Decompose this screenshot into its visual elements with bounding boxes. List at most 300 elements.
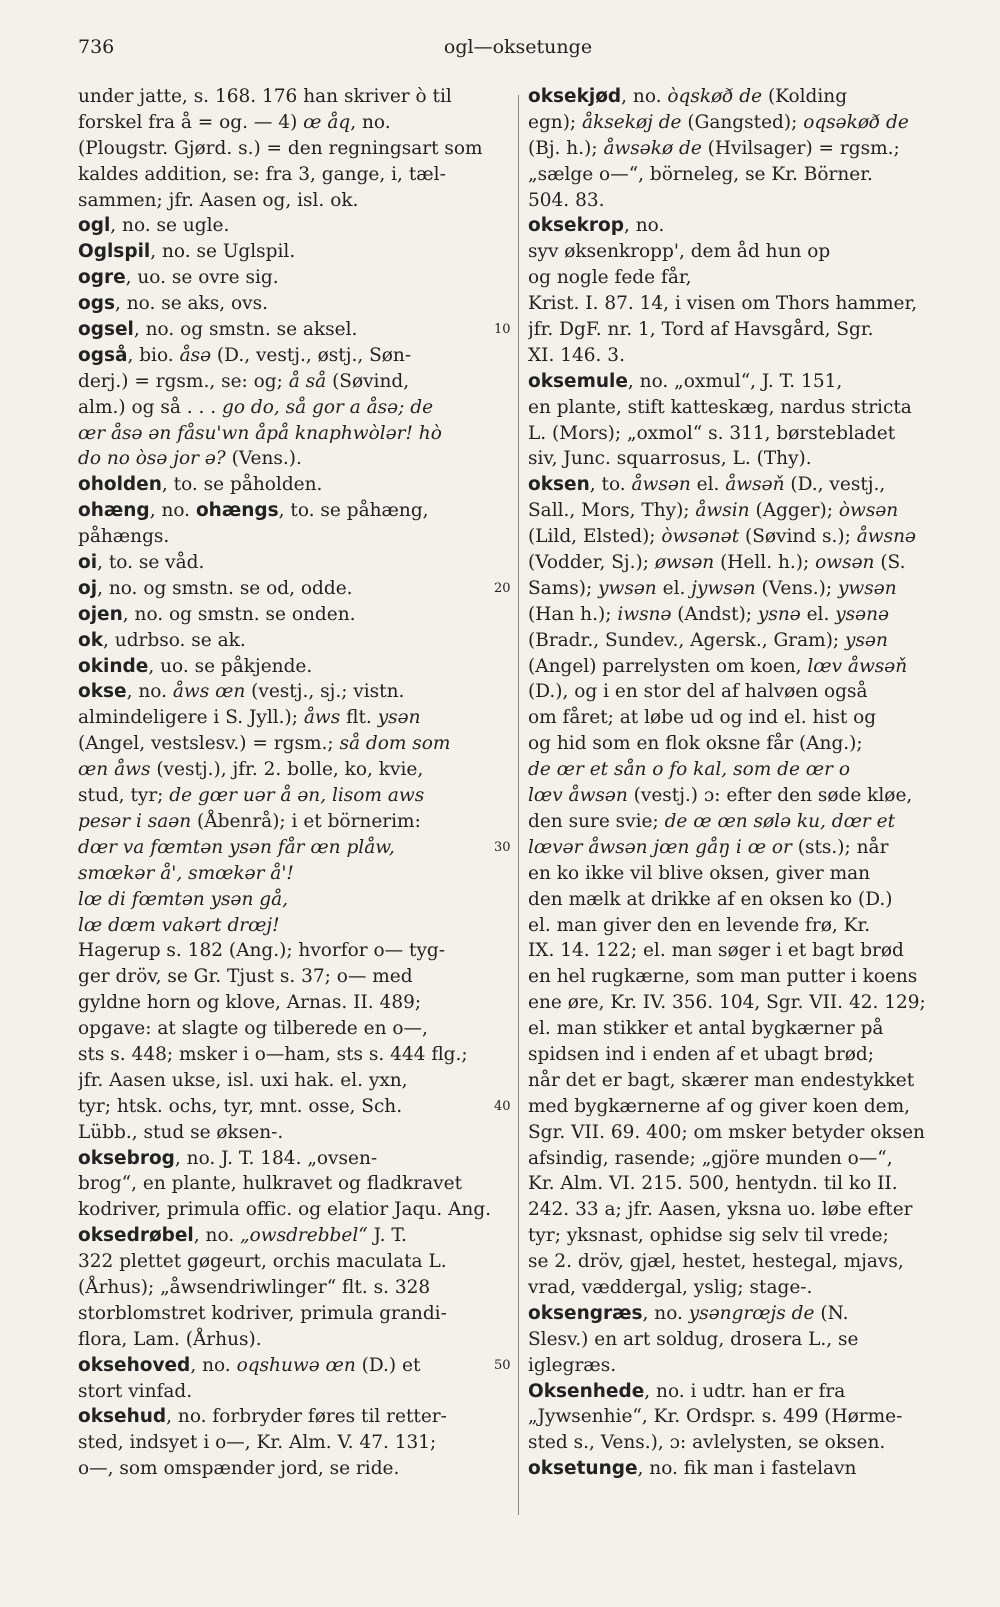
text-line <box>528 887 958 913</box>
text-line <box>78 369 508 395</box>
headword: oksetunge <box>528 1458 638 1480</box>
text-segment: syv øksenkropp', dem åd hun op <box>528 241 831 263</box>
text-segment: (Gangsted); <box>681 111 804 133</box>
text-segment: vrad, væddergal, yslig; stage-. <box>528 1276 813 1298</box>
text-segment: , uo. se ovre sig. <box>125 267 279 289</box>
text-segment: (Vens.); <box>755 577 838 599</box>
text-line <box>528 1327 958 1353</box>
text-line <box>78 1146 508 1172</box>
headword: oksengræs <box>528 1302 643 1324</box>
headword: ok <box>78 629 104 651</box>
text-line <box>78 757 508 783</box>
text-segment: (D.), og i en stor del af halvøen også <box>528 681 868 703</box>
dialect-form: œr åsə ən fåsu'wn åpå knaphwòlər! hò <box>78 422 442 444</box>
text-line <box>528 1353 958 1379</box>
text-line <box>528 757 958 783</box>
text-segment: Slesv.) en art soldug, drosera L., se <box>528 1328 859 1350</box>
text-line <box>78 705 508 731</box>
text-segment: (D.) et <box>355 1354 421 1376</box>
text-segment: (sts.); når <box>791 836 889 858</box>
text-line <box>78 162 508 188</box>
text-segment: almindeligere i S. Jyll.); <box>78 707 304 729</box>
dialect-form: lœvər åwsən jœn gåŋ i œ or <box>528 836 792 858</box>
text-line <box>528 188 958 214</box>
text-segment: stud, tyr; <box>78 785 170 807</box>
text-segment: , to. <box>589 474 632 496</box>
column-divider <box>518 95 519 1515</box>
page-number: 736 <box>78 36 115 58</box>
text-segment: den sure svie; <box>528 810 665 832</box>
text-line <box>528 265 958 291</box>
text-line <box>78 1042 508 1068</box>
margin-line-number: 30 <box>494 840 511 856</box>
text-segment: (Plougstr. Gjørd. s.) = den regningsart som <box>78 137 483 159</box>
text-segment: (Bj. h.); <box>528 137 604 159</box>
text-segment: 242. 33 a; jfr. Aasen, yksna uo. løbe efter <box>528 1199 913 1221</box>
text-segment: (Agger); <box>749 500 839 522</box>
text-segment: (Åbenrå); i et börnerim: <box>191 810 421 832</box>
headword: oksen <box>528 474 590 496</box>
text-segment: jfr. DgF. nr. 1, Tord af Havsgård, Sgr. <box>528 319 874 341</box>
text-segment: , udrbso. se ak. <box>103 629 246 651</box>
text-segment: , no. „oxmul“, J. T. 151, <box>627 370 843 392</box>
text-line <box>78 265 508 291</box>
text-segment: o—, som omspænder jord, se ride. <box>78 1458 400 1480</box>
headword: oksehud <box>78 1406 167 1428</box>
headword: oholden <box>78 474 162 496</box>
text-segment: (Bradr., Sundev., Agersk., Gram); <box>528 629 846 651</box>
headword: ogsel <box>78 319 134 341</box>
text-line <box>528 1146 958 1172</box>
text-line <box>528 861 958 887</box>
text-line <box>78 861 508 887</box>
text-line <box>528 84 958 110</box>
dialect-form: åws œn <box>172 681 246 703</box>
text-line <box>78 576 508 602</box>
dialect-form: de œ œn sølə ku, dœr et <box>664 810 896 832</box>
text-line <box>78 783 508 809</box>
text-segment: , no. <box>190 1354 237 1376</box>
dialect-form: dœr va fœmtən ysən får œn plåw, <box>78 836 395 858</box>
text-line <box>78 602 508 628</box>
text-segment: , no. fik man i fastelavn <box>637 1458 857 1480</box>
dialect-form: lœv åwsəň <box>807 655 908 677</box>
dialect-form: òwsənət <box>661 526 740 548</box>
text-segment: el. <box>656 577 692 599</box>
text-segment: sted s., Vens.), ɔ: avlelysten, se oksen. <box>528 1432 886 1454</box>
text-segment: påhængs. <box>78 526 170 548</box>
dialect-form: ysən <box>377 707 421 729</box>
text-line <box>528 1042 958 1068</box>
text-segment: , no. og smstn. se od, odde. <box>97 577 353 599</box>
text-segment: (S. <box>874 552 906 574</box>
text-segment: se 2. dröv, gjæl, hestet, hestegal, mjavs, <box>528 1251 904 1273</box>
text-line <box>78 1353 508 1379</box>
text-line <box>78 1197 508 1223</box>
text-line <box>78 395 508 421</box>
text-line <box>528 576 958 602</box>
text-segment: flt. <box>340 707 378 729</box>
text-line <box>528 421 958 447</box>
text-segment: sammen; jfr. Aasen og, isl. ok. <box>78 189 359 211</box>
dialect-form: ywsən <box>837 577 897 599</box>
text-segment: , no. se aks, ovs. <box>114 293 269 315</box>
text-segment: sted, indsyet i o—, Kr. Alm. V. 47. 131; <box>78 1432 437 1454</box>
text-line <box>528 291 958 317</box>
text-line <box>78 628 508 654</box>
text-line <box>528 705 958 731</box>
text-segment: (D., vestj., østj., Søn- <box>211 344 412 366</box>
text-line <box>78 188 508 214</box>
dialect-form: go do, så gor a åsə; de <box>222 396 434 418</box>
text-line <box>528 990 958 1016</box>
text-segment: el. <box>800 603 836 625</box>
text-segment: tyr; htsk. ochs, tyr, mnt. osse, Sch. <box>78 1095 403 1117</box>
text-line <box>78 1094 508 1120</box>
text-line <box>528 628 958 654</box>
dialect-form: åksekøj de <box>582 111 682 133</box>
dialect-form: jywsən <box>691 577 756 599</box>
dialect-form: de gœr uər å ən, lisom aws <box>169 785 425 807</box>
headword: ohængs <box>195 500 279 522</box>
margin-line-number: 20 <box>494 581 511 597</box>
text-line <box>528 1275 958 1301</box>
text-line <box>528 1171 958 1197</box>
text-line <box>78 1068 508 1094</box>
text-segment: flora, Lam. (Århus). <box>78 1328 262 1350</box>
dialect-form: åsə <box>179 344 212 366</box>
text-segment: , to. se påhæng, <box>278 500 429 522</box>
dialect-form: ysən <box>845 629 888 651</box>
text-line <box>528 809 958 835</box>
text-segment: med bygkærnerne af og giver koen dem, <box>528 1095 911 1117</box>
dialect-form: òqskøð de <box>667 86 763 107</box>
text-segment: (Angel, vestslesv.) = rgsm.; <box>78 733 340 755</box>
text-line <box>528 1016 958 1042</box>
text-line <box>78 731 508 757</box>
text-segment: (Århus); „åwsendriwlinger“ flt. s. 328 <box>78 1276 431 1298</box>
text-segment: , no. og smstn. se onden. <box>122 603 356 625</box>
text-segment: spidsen ind i enden af et ubagt brød; <box>528 1043 874 1065</box>
dialect-form: åwsnə <box>856 526 916 548</box>
text-line <box>78 1016 508 1042</box>
dialect-form: iwsnə <box>617 603 672 625</box>
text-segment: 504. 83. <box>528 189 605 211</box>
text-segment: , no. <box>621 86 668 107</box>
dialect-form: ywsən <box>598 577 657 599</box>
text-segment: , no. forbryder føres til retter- <box>166 1406 447 1428</box>
text-line <box>528 395 958 421</box>
text-line <box>78 679 508 705</box>
dialect-form: øwsən <box>654 552 715 574</box>
text-segment: Hagerup s. 182 (Ang.); hvorfor o— tyg- <box>78 940 445 962</box>
text-line <box>78 524 508 550</box>
dialect-form: do no òsə jor ə? <box>78 448 226 470</box>
text-segment: el. man stikker et antal bygkærner på <box>528 1018 884 1040</box>
text-line <box>528 110 958 136</box>
text-segment: og hid som en flok oksne får (Ang.); <box>528 733 863 755</box>
text-line <box>78 1456 508 1482</box>
text-line <box>78 446 508 472</box>
dialect-form: oqsəkøð de <box>803 111 909 133</box>
text-line <box>78 835 508 861</box>
text-segment: (Kolding <box>762 86 848 107</box>
dialect-form: owsən <box>815 552 875 574</box>
text-segment: om fåret; at løbe ud og ind el. hist og <box>528 707 877 729</box>
text-segment: el. man giver den en levende frø, Kr. <box>528 914 871 936</box>
dialect-form: smœkər å', smœkər å'! <box>78 862 294 884</box>
text-line <box>78 472 508 498</box>
headword: oksedrøbel <box>78 1225 194 1247</box>
text-segment: og nogle fede får, <box>528 267 692 289</box>
text-line <box>78 110 508 136</box>
dialect-form: lœ dœm vakərt drœj! <box>78 914 280 936</box>
text-line <box>78 317 508 343</box>
text-line <box>528 136 958 162</box>
text-segment: (N. <box>814 1302 849 1324</box>
dialect-form: œ åq <box>303 111 351 133</box>
text-segment: sts s. 448; msker i o—ham, sts s. 444 flg.; <box>78 1043 468 1065</box>
text-line <box>528 783 958 809</box>
text-line <box>78 913 508 939</box>
text-segment: Sall., Mors, Thy); <box>528 500 696 522</box>
headword: ogre <box>78 267 126 289</box>
text-segment: den mælk at drikke af en oksen ko (D.) <box>528 888 893 910</box>
text-segment: J. T. <box>367 1225 407 1247</box>
text-segment: når det er bagt, skærer man endestykket <box>528 1069 915 1091</box>
text-line <box>528 1430 958 1456</box>
text-segment: , no. <box>126 681 173 703</box>
dialect-form: åws <box>303 707 341 729</box>
text-line <box>78 498 508 524</box>
text-line <box>528 317 958 343</box>
dialect-form: „owsdrebbel“ <box>240 1225 368 1247</box>
text-line <box>78 990 508 1016</box>
text-line <box>78 809 508 835</box>
text-segment: opgave: at slagte og tilberede en o—, <box>78 1018 428 1040</box>
margin-line-number: 50 <box>494 1358 511 1374</box>
text-line <box>528 1249 958 1275</box>
text-segment: stort vinfad. <box>78 1380 193 1402</box>
text-segment: brog“, en plante, hulkravet og fladkravet <box>78 1173 463 1195</box>
text-line <box>78 136 508 162</box>
headword: Oglspil <box>78 241 151 263</box>
margin-line-number: 40 <box>494 1099 511 1115</box>
text-line <box>528 1404 958 1430</box>
headword: oksekjød <box>528 86 622 107</box>
dialect-form: ysnə <box>757 603 801 625</box>
text-segment: (Hell. h.); <box>714 552 816 574</box>
text-line <box>78 421 508 447</box>
headword: oksekrop <box>528 215 624 237</box>
text-segment: IX. 14. 122; el. man søger i et bagt brød <box>528 940 904 962</box>
text-line <box>528 524 958 550</box>
headword: oksebrog <box>78 1147 175 1169</box>
text-line <box>78 1430 508 1456</box>
text-segment: (Søvind s.); <box>739 526 857 548</box>
text-line <box>78 654 508 680</box>
text-segment: Lübb., stud se øksen-. <box>78 1121 284 1143</box>
headword: ohæng <box>78 500 150 522</box>
text-segment: (Han h.); <box>528 603 618 625</box>
text-line <box>78 343 508 369</box>
text-segment: „Jywsenhie“, Kr. Ordspr. s. 499 (Hørme- <box>528 1406 903 1428</box>
text-line <box>78 964 508 990</box>
text-line <box>528 938 958 964</box>
text-segment: Sams); <box>528 577 599 599</box>
text-segment: , no. <box>350 111 391 133</box>
dialect-form: så dom som <box>339 733 451 755</box>
dialect-form: òwsən <box>838 500 899 522</box>
headword: oj <box>78 577 98 599</box>
running-title: ogl—oksetunge <box>443 36 593 58</box>
text-line <box>528 1223 958 1249</box>
text-line <box>78 1171 508 1197</box>
text-segment: kodriver, primula offic. og elatior Jaqu. Ang. <box>78 1199 492 1221</box>
text-segment: Sgr. VII. 69. 400; om msker betyder oksen <box>528 1121 925 1143</box>
text-line <box>528 602 958 628</box>
text-segment: , no. <box>149 500 196 522</box>
text-segment: , no. J. T. 184. „ovsen- <box>174 1147 378 1169</box>
text-segment: , no. i udtr. han er fra <box>644 1380 846 1402</box>
text-segment: alm.) og så . . . <box>78 396 223 418</box>
text-segment: 322 plettet gøgeurt, orchis maculata L. <box>78 1251 447 1273</box>
text-line <box>78 1327 508 1353</box>
text-line <box>528 913 958 939</box>
text-line <box>528 369 958 395</box>
text-segment: egn); <box>528 111 583 133</box>
text-line <box>78 550 508 576</box>
text-segment: (vestj.) ɔ: efter den søde kløe, <box>627 785 913 807</box>
text-segment: (vestj.), jfr. 2. bolle, ko, kvie, <box>150 759 424 781</box>
text-segment: , uo. se påkjende. <box>148 655 313 677</box>
text-line <box>528 835 958 861</box>
text-line <box>528 446 958 472</box>
text-segment: storblomstret kodriver, primula grandi- <box>78 1302 447 1324</box>
text-segment: ene øre, Kr. IV. 356. 104, Sgr. VII. 42. 129; <box>528 992 926 1014</box>
headword: okse <box>78 681 127 703</box>
page-header <box>78 36 958 66</box>
text-segment: iglegræs. <box>528 1354 617 1376</box>
dialect-form: lœ di fœmtən ysən gå, <box>78 888 289 910</box>
text-segment: , bio. <box>127 344 180 366</box>
headword: oksehoved <box>78 1354 191 1376</box>
text-segment: , to. se våd. <box>97 552 205 574</box>
text-segment: en ko ikke vil blive oksen, giver man <box>528 862 871 884</box>
text-line <box>78 1301 508 1327</box>
text-segment: en hel rugkærne, som man putter i koens <box>528 966 918 988</box>
text-line <box>528 654 958 680</box>
text-line <box>528 213 958 239</box>
dialect-form: å så <box>288 370 327 392</box>
text-line <box>528 343 958 369</box>
right-column <box>528 84 958 1482</box>
text-line <box>78 291 508 317</box>
text-line <box>528 964 958 990</box>
text-line <box>528 498 958 524</box>
dialect-form: œn åws <box>78 759 151 781</box>
text-segment: (Lild, Elsted); <box>528 526 662 548</box>
text-line <box>78 213 508 239</box>
text-line <box>528 1197 958 1223</box>
text-segment: XI. 146. 3. <box>528 344 625 366</box>
text-line <box>528 550 958 576</box>
text-line <box>78 1223 508 1249</box>
text-segment: derj.) = rgsm., se: og; <box>78 370 289 392</box>
text-segment: siv, Junc. squarrosus, L. (Thy). <box>528 448 812 470</box>
dialect-form: åwsəkø de <box>603 137 702 159</box>
text-segment: (Hvilsager) = rgsm.; <box>701 137 900 159</box>
dialect-form: ysəngrœjs de <box>688 1302 815 1324</box>
text-line <box>528 731 958 757</box>
dialect-form: ysənə <box>835 603 889 625</box>
headword: oksemule <box>528 370 628 392</box>
text-line <box>528 472 958 498</box>
text-segment: (vestj., sj.; vistn. <box>245 681 405 703</box>
text-segment: „sælge o—“, börneleg, se Kr. Börner. <box>528 163 873 185</box>
headword: oi <box>78 552 98 574</box>
text-line <box>78 239 508 265</box>
text-line <box>528 679 958 705</box>
dialect-form: åwsən <box>631 474 691 496</box>
headword: Oksenhede <box>528 1380 645 1402</box>
text-line <box>528 1120 958 1146</box>
dialect-form: oqshuwə œn <box>236 1354 356 1376</box>
margin-line-number: 10 <box>494 322 511 338</box>
left-column <box>78 84 508 1482</box>
text-segment: (Vens.). <box>225 448 302 470</box>
text-segment: ger dröv, se Gr. Tjust s. 37; o— med <box>78 966 413 988</box>
text-segment: forskel fra å = og. — 4) <box>78 111 304 133</box>
text-line <box>528 1456 958 1482</box>
headword: ogl <box>78 215 111 237</box>
dialect-form: åwsəň <box>725 474 785 496</box>
text-segment: jfr. Aasen ukse, isl. uxi hak. el. yxn, <box>78 1069 408 1091</box>
text-segment: (D., vestj., <box>784 474 886 496</box>
text-segment: (Vodder, Sj.); <box>528 552 655 574</box>
text-line <box>78 1379 508 1405</box>
dialect-form: åwsin <box>695 500 750 522</box>
text-line <box>78 1249 508 1275</box>
text-segment: , no. og smstn. se aksel. <box>133 319 358 341</box>
text-segment: (Andst); <box>671 603 758 625</box>
text-segment: Kr. Alm. VI. 215. 500, hentydn. til ko II. <box>528 1173 898 1195</box>
text-line <box>78 1120 508 1146</box>
text-segment: kaldes addition, se: fra 3, gange, i, tæl- <box>78 163 446 185</box>
text-segment: tyr; yksnast, ophidse sig selv til vrede; <box>528 1225 889 1247</box>
text-line <box>528 1094 958 1120</box>
text-line <box>78 938 508 964</box>
text-segment: Krist. I. 87. 14, i visen om Thors hammer, <box>528 293 918 315</box>
text-segment: L. (Mors); „oxmol“ s. 311, børstebladet <box>528 422 896 444</box>
text-line <box>528 1301 958 1327</box>
text-segment: el. <box>690 474 726 496</box>
text-segment: , no. <box>623 215 665 237</box>
text-line <box>78 84 508 110</box>
headword: ojen <box>78 603 123 625</box>
headword: okinde <box>78 655 149 677</box>
text-segment: (Søvind, <box>326 370 410 392</box>
dialect-form: pesər i saən <box>78 810 192 832</box>
text-line <box>528 1068 958 1094</box>
text-segment: , no. <box>642 1302 689 1324</box>
text-segment: , no. se ugle. <box>110 215 230 237</box>
dialect-form: lœv åwsən <box>528 785 628 807</box>
text-line <box>78 887 508 913</box>
text-segment: (Angel) parrelysten om koen, <box>528 655 808 677</box>
text-segment: en plante, stift katteskæg, nardus stricta <box>528 396 912 418</box>
text-segment: , no. se Uglspil. <box>150 241 296 263</box>
